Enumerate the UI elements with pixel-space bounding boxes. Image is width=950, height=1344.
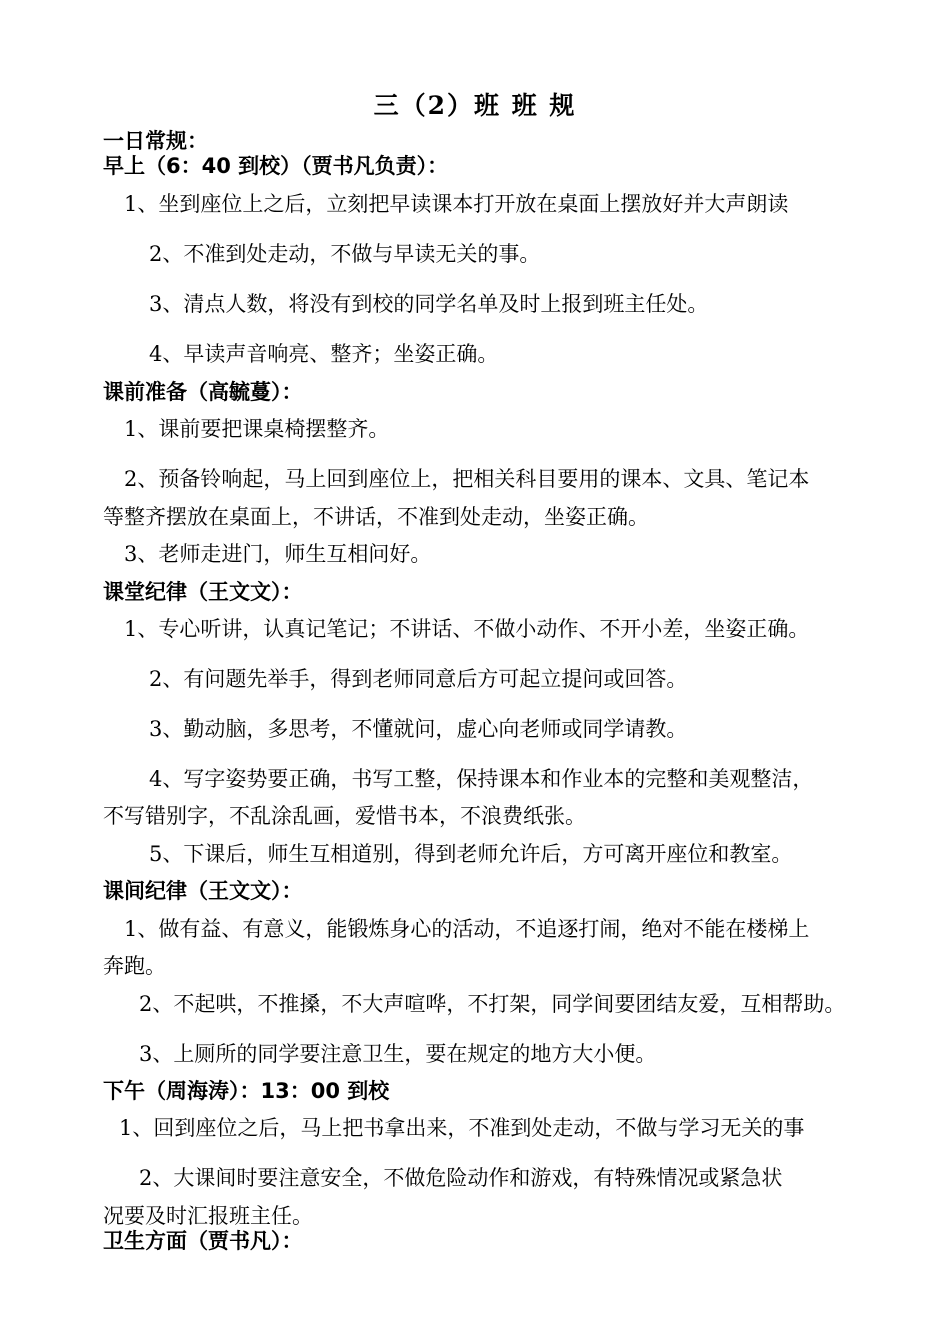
- section-heading-class-discipline: 课堂纪律（王文文）：: [103, 580, 303, 604]
- class-rule-1: 1、专心听讲，认真记笔记；不讲话、不做小动作、不开小差，坐姿正确。: [124, 617, 810, 641]
- section-heading-recess: 课间纪律（王文文）：: [103, 879, 303, 903]
- pre-class-rule-3: 3、老师走进门，师生互相问好。: [124, 542, 432, 566]
- section-heading-afternoon: 下午（周海涛）：13：00 到校: [103, 1079, 390, 1103]
- afternoon-rule-1: 1、回到座位之后，马上把书拿出来，不准到处走动，不做与学习无关的事: [119, 1116, 805, 1140]
- recess-rule-3: 3、上厕所的同学要注意卫生，要在规定的地方大小便。: [139, 1042, 657, 1066]
- class-rule-4-cont: 不写错别字，不乱涂乱画，爱惜书本，不浪费纸张。: [103, 804, 586, 828]
- section-heading-hygiene: 卫生方面（贾书凡）：: [103, 1229, 303, 1253]
- pre-class-rule-1: 1、课前要把课桌椅摆整齐。: [124, 417, 390, 441]
- afternoon-rule-2-cont: 况要及时汇报班主任。: [103, 1204, 313, 1228]
- morning-rule-4: 4、早读声音响亮、整齐；坐姿正确。: [149, 342, 499, 366]
- morning-rule-2: 2、不准到处走动，不做与早读无关的事。: [149, 242, 541, 266]
- class-rule-5: 5、下课后，师生互相道别，得到老师允许后，方可离开座位和教室。: [149, 842, 793, 866]
- section-heading-daily: 一日常规：: [103, 129, 208, 153]
- pre-class-rule-2: 2、预备铃响起，马上回到座位上，把相关科目要用的课本、文具、笔记本: [124, 467, 810, 491]
- class-rule-3: 3、勤动脑，多思考，不懂就问，虚心向老师或同学请教。: [149, 717, 688, 741]
- pre-class-rule-2-cont: 等整齐摆放在桌面上，不讲话，不准到处走动，坐姿正确。: [103, 505, 649, 529]
- morning-rule-1: 1、坐到座位上之后，立刻把早读课本打开放在桌面上摆放好并大声朗读: [124, 192, 789, 216]
- class-rule-2: 2、有问题先举手，得到老师同意后方可起立提问或回答。: [149, 667, 688, 691]
- recess-rule-1: 1、做有益、有意义，能锻炼身心的活动，不追逐打闹，绝对不能在楼梯上: [124, 917, 810, 941]
- section-heading-pre-class: 课前准备（高毓蔓）：: [103, 380, 303, 404]
- afternoon-rule-2: 2、大课间时要注意安全，不做危险动作和游戏，有特殊情况或紧急状: [139, 1166, 783, 1190]
- class-rule-4: 4、写字姿势要正确，书写工整，保持课本和作业本的完整和美观整洁，: [149, 767, 814, 791]
- section-heading-morning: 早上（6：40 到校）（贾书凡负责）：: [103, 154, 449, 178]
- document-title: 三（2）班 班 规: [373, 91, 577, 120]
- recess-rule-2: 2、不起哄，不推搡，不大声喧哗，不打架，同学间要团结友爱，互相帮助。: [139, 992, 846, 1016]
- morning-rule-3: 3、清点人数，将没有到校的同学名单及时上报到班主任处。: [149, 292, 709, 316]
- recess-rule-1-cont: 奔跑。: [103, 954, 166, 978]
